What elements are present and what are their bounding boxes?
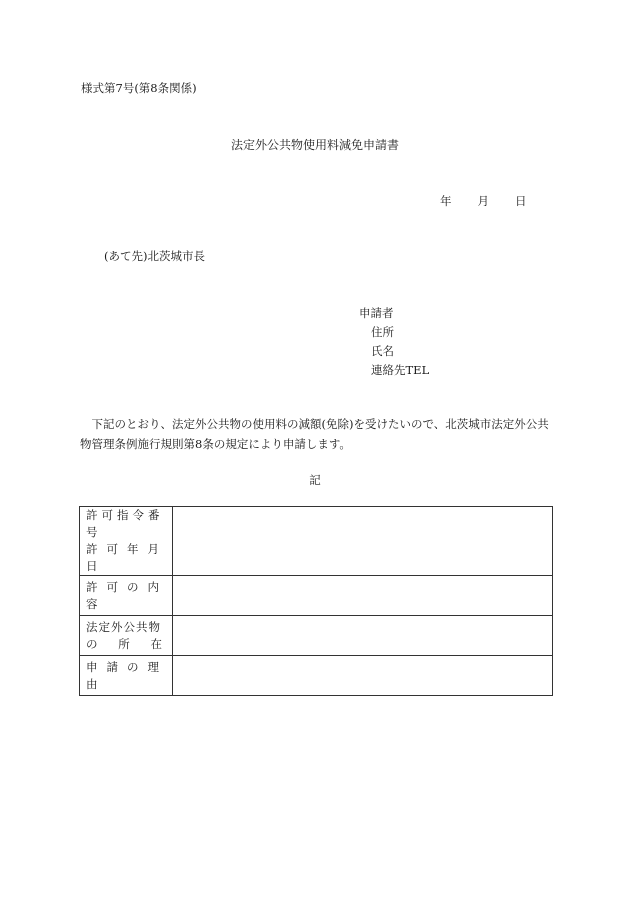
year-label: 年: [440, 194, 452, 208]
table-row: [80, 656, 553, 696]
reason-label: 申請の理由: [86, 659, 168, 691]
location-label-line2: [86, 636, 162, 653]
day-label: 日: [515, 194, 527, 208]
location-value-cell[interactable]: [173, 616, 553, 656]
location-label-zai: 在: [150, 636, 162, 651]
reason-value-cell[interactable]: [173, 656, 553, 696]
table-row: [80, 507, 553, 576]
location-label-cell: [80, 616, 173, 656]
document-title: 法定外公共物使用料減免申請書: [230, 138, 399, 152]
reason-label-cell: [80, 656, 173, 696]
table-row: [80, 616, 553, 656]
date-line: [440, 193, 527, 209]
applicant-address-label: 住所: [371, 325, 394, 339]
location-label-no: の: [86, 636, 98, 651]
details-table: [79, 506, 553, 696]
location-label-line1: 法定外公共物: [86, 619, 161, 634]
permit-content-label-cell: [80, 576, 173, 616]
permit-content-label: 許可の内容: [86, 579, 168, 611]
permit-content-value-cell[interactable]: [173, 576, 553, 616]
permit-number-value-cell[interactable]: [173, 507, 553, 576]
body-paragraph: [80, 414, 555, 454]
permit-number-label: 許可指令番号: [86, 508, 164, 539]
applicant-name-label: 氏名: [371, 344, 394, 358]
applicant-heading: 申請者: [359, 306, 394, 320]
applicant-contact-label: 連絡先TEL: [371, 363, 430, 377]
table-row: [80, 576, 553, 616]
applicant-block: [359, 304, 429, 380]
body-text: 下記のとおり、法定外公共物の使用料の減額(免除)を受けたいので、北茨城市法定外公共物管理条例施行規則第8条の規定により申請します。: [80, 417, 549, 451]
permit-date-label: 許可年月日: [86, 542, 168, 573]
form-number: 様式第7号(第8条関係): [81, 81, 197, 95]
addressee: (あて先)北茨城市長: [104, 249, 205, 263]
month-label: 月: [477, 194, 489, 208]
ki-heading: 記: [309, 473, 321, 487]
location-label-tokoro: 所: [118, 636, 130, 651]
permit-number-label-cell: [80, 507, 173, 576]
